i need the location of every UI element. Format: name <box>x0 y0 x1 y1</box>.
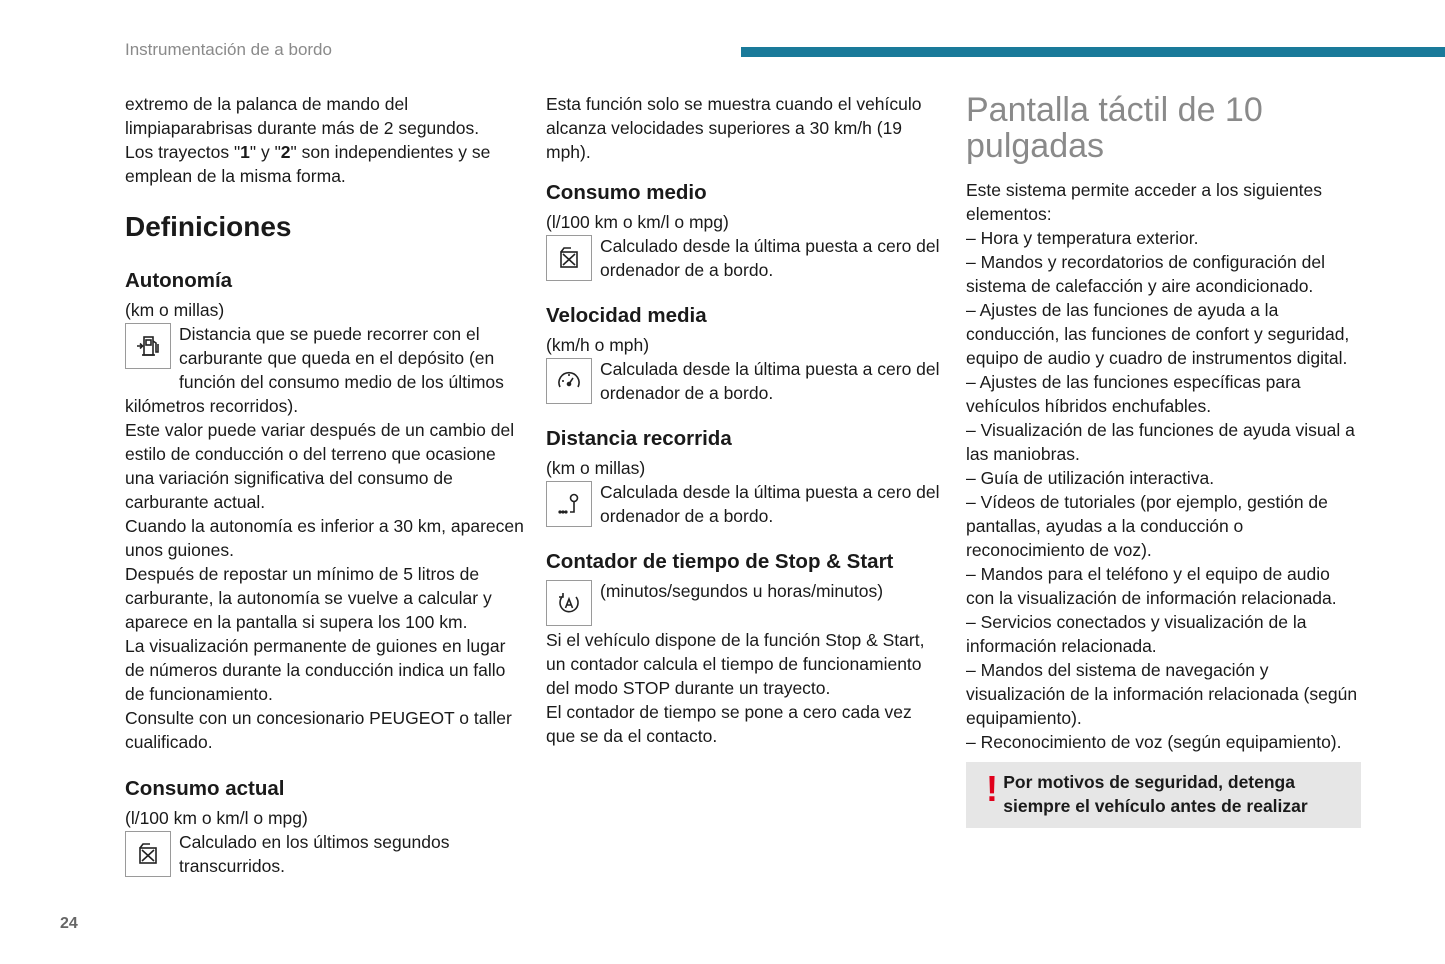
intro-paragraph: extremo de la palanca de mando del limpiaparabrisas durante más de 2 segundos. <box>125 94 480 138</box>
column-2 <box>546 92 941 748</box>
list-item: – Guía de utilización interactiva. <box>966 468 1215 488</box>
speedometer-icon <box>546 358 592 404</box>
list-item: – Ajustes de las funciones de ayuda a la conducción, las funciones de confort y seguridad, equipo de audio y cuadro de instrumentos digital. <box>966 300 1350 368</box>
heading-autonomia: Autonomía <box>125 269 233 292</box>
paragraph: Después de repostar un mínimo de 5 litros de carburante, la autonomía se vuelve a calcular y aparece en la pantalla si supera los 100 km. <box>125 564 492 632</box>
paragraph: Este valor puede variar después de un cambio del estilo de conducción o del terreno que ocasione una variación significativa del consumo de carburante actual. <box>125 420 515 512</box>
section-heading-definiciones: Definiciones <box>125 211 292 242</box>
list-item: – Hora y temperatura exterior. <box>966 228 1199 248</box>
unit-autonomia: (km o millas) <box>125 300 225 320</box>
unit-consumo-actual: (l/100 km o km/l o mpg) <box>125 808 308 828</box>
warning-text: Por motivos de seguridad, detenga siempre el vehículo antes de realizar <box>1003 772 1308 816</box>
unit-velocidad-media: (km/h o mph) <box>546 335 650 355</box>
heading-consumo-actual: Consumo actual <box>125 777 285 800</box>
paragraph: Si el vehículo dispone de la función Stop & Start, un contador calcula el tiempo de funcionamiento del modo STOP durante un trayecto. <box>546 630 925 698</box>
list-item: – Ajustes de las funciones específicas para vehículos híbridos enchufables. <box>966 372 1301 416</box>
heading-consumo-medio: Consumo medio <box>546 181 707 204</box>
heading-stop-start: Contador de tiempo de Stop & Start <box>546 550 894 573</box>
header-title: Instrumentación de a bordo <box>125 40 332 59</box>
header-accent-bar <box>741 47 1445 57</box>
list-item: – Vídeos de tutoriales (por ejemplo, gestión de pantallas, ayudas a la conducción o reconocimiento de voz). <box>966 492 1328 560</box>
desc-velocidad-media: Calculada desde la última puesta a cero del ordenador de a bordo. <box>600 359 940 403</box>
column-1 <box>125 92 525 879</box>
column-3 <box>966 92 1361 828</box>
list-item: – Servicios conectados y visualización de la información relacionada. <box>966 612 1307 656</box>
fuel-can-icon <box>125 831 171 877</box>
unit-consumo-medio: (l/100 km o km/l o mpg) <box>546 212 729 232</box>
intro-paragraph: Los trayectos "1" y "2" son independientes y se emplean de la misma forma. <box>125 142 491 186</box>
list-item: – Reconocimiento de voz (según equipamiento). <box>966 732 1342 752</box>
paragraph: Consulte con un concesionario PEUGEOT o taller cualificado. <box>125 708 512 752</box>
warning-icon: ! <box>986 768 998 809</box>
paragraph: El contador de tiempo se pone a cero cada vez que se da el contacto. <box>546 702 912 746</box>
list-item: – Mandos del sistema de navegación y visualización de la información relacionada (según equipamiento). <box>966 660 1358 728</box>
list-item: – Mandos y recordatorios de configuración del sistema de calefacción y aire acondicionado. <box>966 252 1325 296</box>
fuel-can-icon <box>546 235 592 281</box>
intro-paragraph: Este sistema permite acceder a los siguientes elementos: <box>966 180 1322 224</box>
desc-consumo-medio: Calculado desde la última puesta a cero del ordenador de a bordo. <box>600 236 940 280</box>
unit-distancia: (km o millas) <box>546 458 646 478</box>
fuel-range-icon <box>125 323 171 369</box>
paragraph: La visualización permanente de guiones en lugar de números durante la conducción indica un fallo de funcionamiento. <box>125 636 506 704</box>
distance-icon <box>546 481 592 527</box>
safety-warning-box <box>966 762 1361 828</box>
page-number: 24 <box>60 915 78 932</box>
desc-stop-start: (minutos/segundos u horas/minutos) <box>600 581 884 601</box>
desc-distancia: Calculada desde la última puesta a cero del ordenador de a bordo. <box>600 482 940 526</box>
intro-paragraph: Esta función solo se muestra cuando el vehículo alcanza velocidades superiores a 30 km/h (19 mph). <box>546 94 922 162</box>
list-item: – Visualización de las funciones de ayuda visual a las maniobras. <box>966 420 1355 464</box>
heading-velocidad-media: Velocidad media <box>546 304 707 327</box>
heading-distancia: Distancia recorrida <box>546 427 732 450</box>
section-title-pantalla: Pantalla táctil de 10 pulgadas <box>966 91 1263 165</box>
paragraph: Cuando la autonomía es inferior a 30 km, aparecen unos guiones. <box>125 516 524 560</box>
desc-autonomia: Distancia que se puede recorrer con el carburante que queda en el depósito (en función del consumo medio de los últimos kilómetros recorridos). <box>125 324 504 416</box>
list-item: – Mandos para el teléfono y el equipo de audio con la visualización de información relacionada. <box>966 564 1337 608</box>
stop-start-icon <box>546 580 592 626</box>
desc-consumo-actual: Calculado en los últimos segundos transcurridos. <box>179 832 450 876</box>
